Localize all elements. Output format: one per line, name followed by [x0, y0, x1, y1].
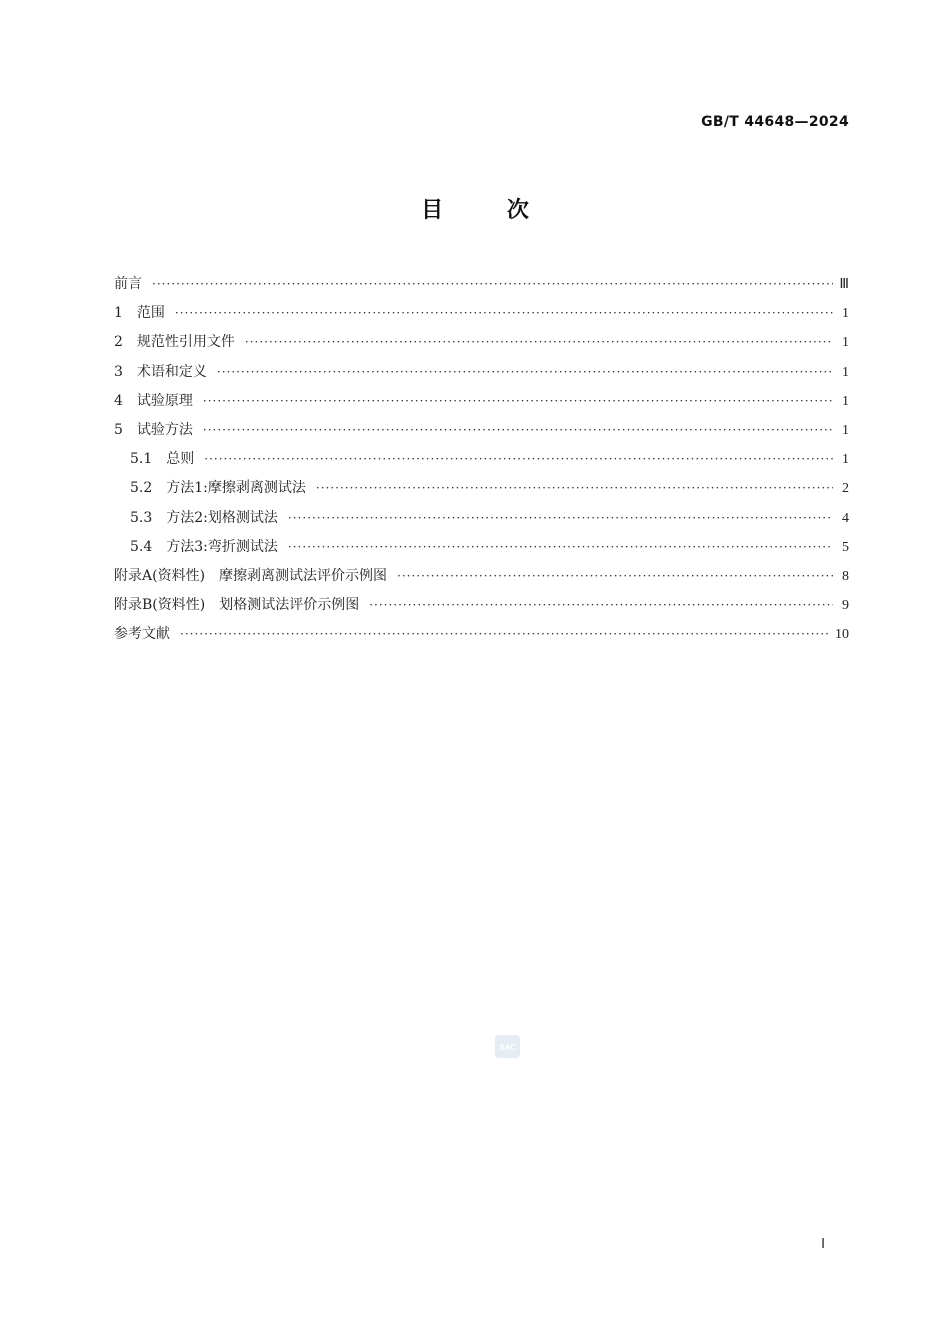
toc-entry-method-1[interactable] — [114, 474, 849, 503]
table-of-contents — [114, 270, 849, 649]
dot-leader — [180, 620, 829, 649]
toc-entry-general[interactable] — [114, 445, 849, 474]
toc-entry-text: 附录B(资料性) 划格测试法评价示例图 — [114, 597, 360, 614]
toc-entry-foreword[interactable] — [114, 270, 849, 299]
dot-leader — [397, 562, 833, 591]
page-folio: Ⅰ — [821, 1237, 826, 1252]
toc-page-number: 5 — [842, 539, 849, 555]
toc-entry-annex-a[interactable] — [114, 562, 849, 591]
toc-page-number: 9 — [842, 598, 849, 614]
toc-page-number: 1 — [842, 393, 849, 409]
toc-entry-text: 5.2 方法1:摩擦剥离测试法 — [130, 480, 306, 497]
dot-leader — [245, 328, 833, 357]
toc-title-char-1: 目 — [421, 198, 444, 223]
toc-entry-bibliography[interactable] — [114, 620, 849, 649]
toc-page-number: 1 — [842, 452, 849, 468]
toc-page-number: 1 — [842, 364, 849, 380]
toc-title-char-2: 次 — [506, 198, 529, 223]
dot-leader — [203, 387, 833, 416]
toc-entry-text: 1 范围 — [114, 305, 165, 322]
toc-entry-terms-definitions[interactable] — [114, 358, 849, 387]
toc-entry-text: 5 试验方法 — [114, 421, 193, 438]
toc-entry-text: 5.3 方法2:划格测试法 — [130, 509, 278, 526]
toc-entry-annex-b[interactable] — [114, 591, 849, 620]
toc-entry-normative-references[interactable] — [114, 328, 849, 357]
toc-entry-text: 3 术语和定义 — [114, 363, 207, 380]
toc-entry-text: 2 规范性引用文件 — [114, 334, 235, 351]
sac-logo-icon — [495, 1035, 520, 1058]
toc-entry-text: 4 试验原理 — [114, 392, 193, 409]
toc-entry-method-2[interactable] — [114, 504, 849, 533]
dot-leader — [175, 299, 833, 328]
toc-page-number: 1 — [842, 422, 849, 438]
toc-entry-text: 附录A(资料性) 摩擦剥离测试法评价示例图 — [114, 567, 388, 584]
toc-entry-scope[interactable] — [114, 299, 849, 328]
toc-title — [0, 193, 950, 224]
toc-entry-method-3[interactable] — [114, 533, 849, 562]
dot-leader — [288, 504, 833, 533]
toc-page-number: Ⅲ — [839, 277, 849, 292]
toc-page-number: 1 — [842, 306, 849, 322]
dot-leader — [152, 270, 833, 299]
toc-page-number: 8 — [842, 568, 849, 584]
svg-text:SAC: SAC — [499, 1043, 516, 1052]
toc-entry-text: 前言 — [114, 276, 142, 292]
standard-code: GB/T 44648—2024 — [701, 114, 849, 130]
toc-page-number: 1 — [842, 335, 849, 351]
toc-page-number: 2 — [842, 481, 849, 497]
toc-entry-text: 参考文献 — [114, 626, 170, 643]
dot-leader — [316, 474, 833, 503]
toc-entry-test-principle[interactable] — [114, 387, 849, 416]
toc-entry-test-methods[interactable] — [114, 416, 849, 445]
sac-watermark-logo — [495, 1035, 520, 1058]
dot-leader — [203, 416, 833, 445]
toc-entry-text: 5.1 总则 — [130, 451, 195, 468]
dot-leader — [288, 533, 833, 562]
dot-leader — [369, 591, 833, 620]
toc-page-number: 10 — [835, 627, 849, 643]
dot-leader — [217, 358, 833, 387]
toc-entry-text: 5.4 方法3:弯折测试法 — [130, 538, 278, 555]
dot-leader — [204, 445, 833, 474]
toc-page-number: 4 — [842, 510, 849, 526]
